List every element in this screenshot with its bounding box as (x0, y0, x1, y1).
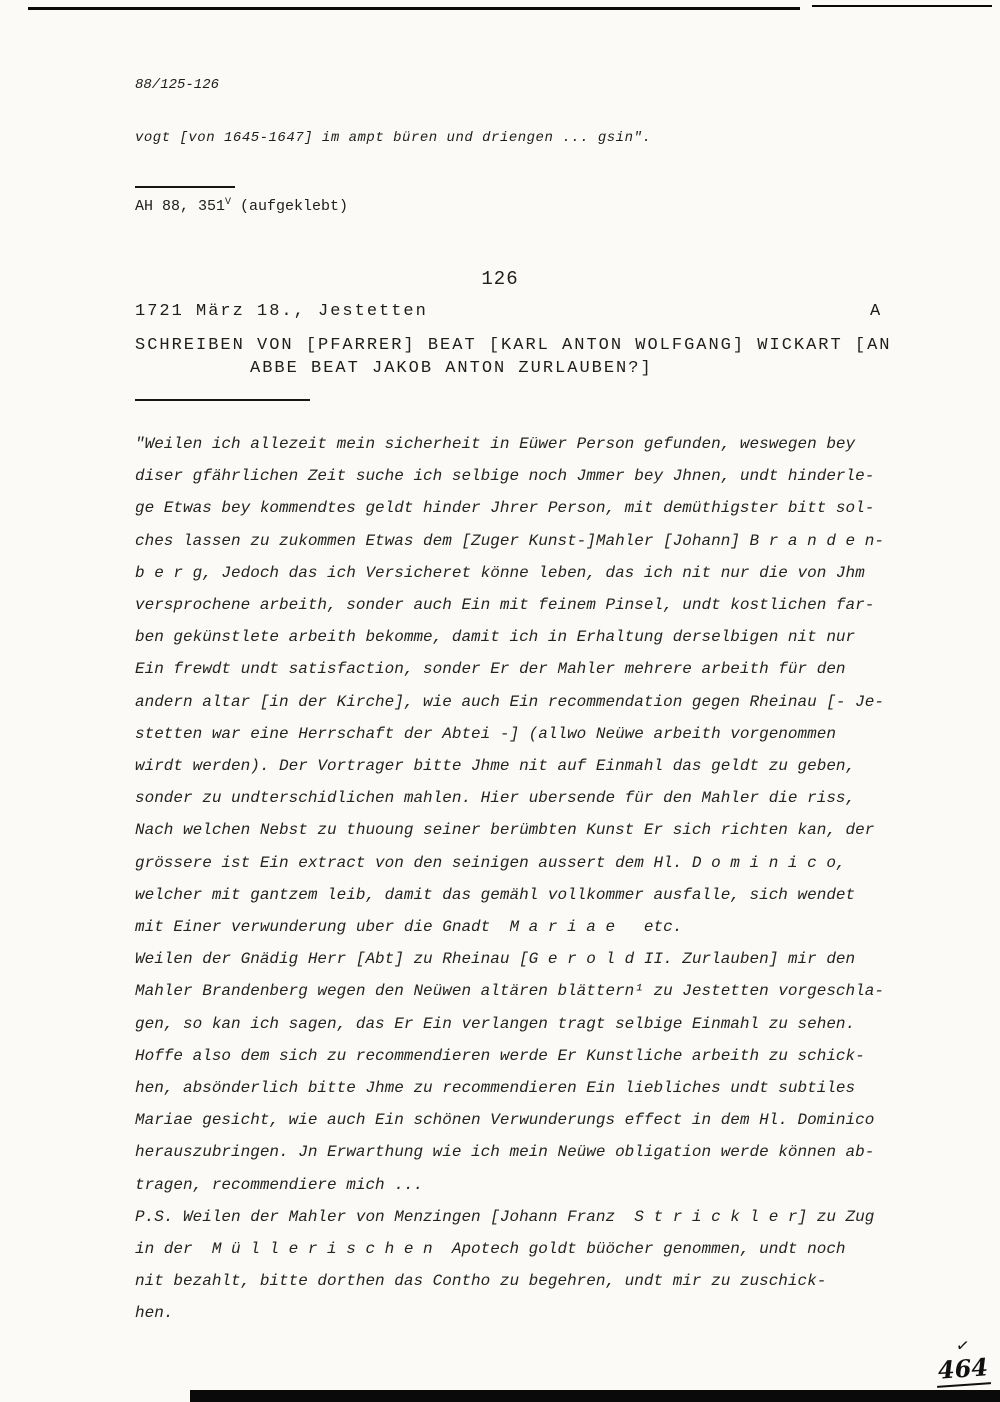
letter-line: stetten war eine Herrschaft der Abtei -] (allwo Neüwe arbeith vorgenommen (135, 724, 836, 743)
letter-line: b e r g, Jedoch das ich Versicheret könne leben, das ich nit nur die von Jhm (135, 563, 865, 582)
source-reference-suffix: (aufgeklebt) (231, 198, 349, 215)
separator-rule-title (135, 399, 310, 401)
letter-line: wirdt werden). Der Vortrager bitte Jhme nit auf Einmahl das geldt zu geben, (135, 757, 856, 776)
letter-line: grössere ist Ein extract von den seinigen aussert dem Hl. D o m i n i c o, (135, 853, 846, 872)
source-reference-superscript: V (225, 197, 232, 208)
letter-line: ches lassen zu zukommen Etwas dem [Zuger Kunst-]Mahler [Johann] B r a n d e n- (135, 531, 884, 550)
letter-line: herauszubringen. Jn Erwarthung wie ich mein Neüwe obligation werde können ab- (135, 1143, 875, 1162)
letter-line: Mahler Brandenberg wegen den Neüwen altären blättern¹ zu Jestetten vorgeschla- (135, 982, 884, 1001)
handwritten-page-number: 464 (935, 1352, 991, 1388)
letter-line: hen, absönderlich bitte Jhme zu recommendieren Ein liebliches undt subtiles (135, 1079, 856, 1098)
letter-line: "Weilen ich allezeit mein sicherheit in Eüwer Person gefunden, weswegen bey (135, 435, 856, 453)
letter-line: andern altar [in der Kirche], wie auch Ein recommendation gegen Rheinau [- Je- (135, 692, 884, 711)
separator-rule-top (135, 186, 235, 188)
letter-line: in der M ü l l e r i s c h e n Apotech goldt büöcher genommen, undt noch (135, 1240, 846, 1259)
archive-reference: 88/125-126 (135, 77, 220, 93)
document-title-line-1: SCHREIBEN VON [PFARRER] BEAT [KARL ANTON WOLFGANG] WICKART [AN (135, 336, 892, 355)
letter-line: Mariae gesicht, wie auch Ein schönen Verwunderungs effect in dem Hl. Dominico (135, 1111, 875, 1130)
letter-transcription (135, 428, 935, 1330)
letter-line: Weilen der Gnädig Herr [Abt] zu Rheinau [G e r o l d II. Zurlauben] mir den (135, 950, 856, 969)
letter-line: nit bezahlt, bitte dorthen das Contho zu begehren, undt mir zu zuschick- (135, 1272, 827, 1291)
letter-line: ben gekünstlete arbeith bekomme, damit ich in Erhaltung derselbigen nit nur (135, 628, 856, 647)
letter-line: gen, so kan ich sagen, das Er Ein verlangen tragt selbige Einmahl zu sehen. (135, 1014, 856, 1033)
letter-line: Nach welchen Nebst zu thuoung seiner berümbten Kunst Er sich richten kan, der (135, 821, 875, 840)
document-title-line-2: ABBE BEAT JAKOB ANTON ZURLAUBEN?] (250, 359, 653, 378)
letter-line: ge Etwas bey kommendtes geldt hinder Jhrer Person, mit demüthigster bitt sol- (135, 499, 875, 518)
letter-line: versprochene arbeith, sonder auch Ein mit feinem Pinsel, undt kostlichen far- (135, 596, 875, 615)
letter-line: welcher mit gantzem leib, damit das gemähl vollkommer ausfalle, sich wendet (135, 885, 856, 904)
scan-top-edge-right (812, 5, 992, 7)
series-letter: A (870, 302, 883, 321)
letter-line: Ein frewdt undt satisfaction, sonder Er der Mahler mehrere arbeith für den (135, 660, 846, 679)
scan-top-edge-left (28, 7, 800, 10)
scan-bottom-edge (190, 1390, 1000, 1402)
letter-line: mit Einer verwunderung uber die Gnadt M a r i a e etc. (135, 918, 683, 937)
source-reference-prefix: AH 88, 351 (135, 198, 226, 215)
carryover-note: vogt [von 1645-1647] im ampt büren und driengen ... gsin". (135, 130, 652, 146)
source-reference (135, 197, 348, 215)
handwritten-checkmark: ✓ (954, 1337, 971, 1356)
letter-line: P.S. Weilen der Mahler von Menzingen [Johann Franz S t r i c k l e r] zu Zug (135, 1207, 875, 1226)
letter-line: Hoffe also dem sich zu recommendieren werde Er Kunstliche arbeith zu schick- (135, 1046, 865, 1065)
letter-line: tragen, recommendiere mich ... (135, 1175, 424, 1194)
date-place-line: 1721 März 18., Jestetten (135, 302, 428, 321)
letter-line: hen. (135, 1304, 174, 1323)
letter-line: diser gfährlichen Zeit suche ich selbige noch Jmmer bey Jhnen, undt hinderle- (135, 467, 875, 486)
entry-number: 126 (481, 268, 519, 290)
letter-line: sonder zu undterschidlichen mahlen. Hier ubersende für den Mahler die riss, (135, 789, 856, 808)
